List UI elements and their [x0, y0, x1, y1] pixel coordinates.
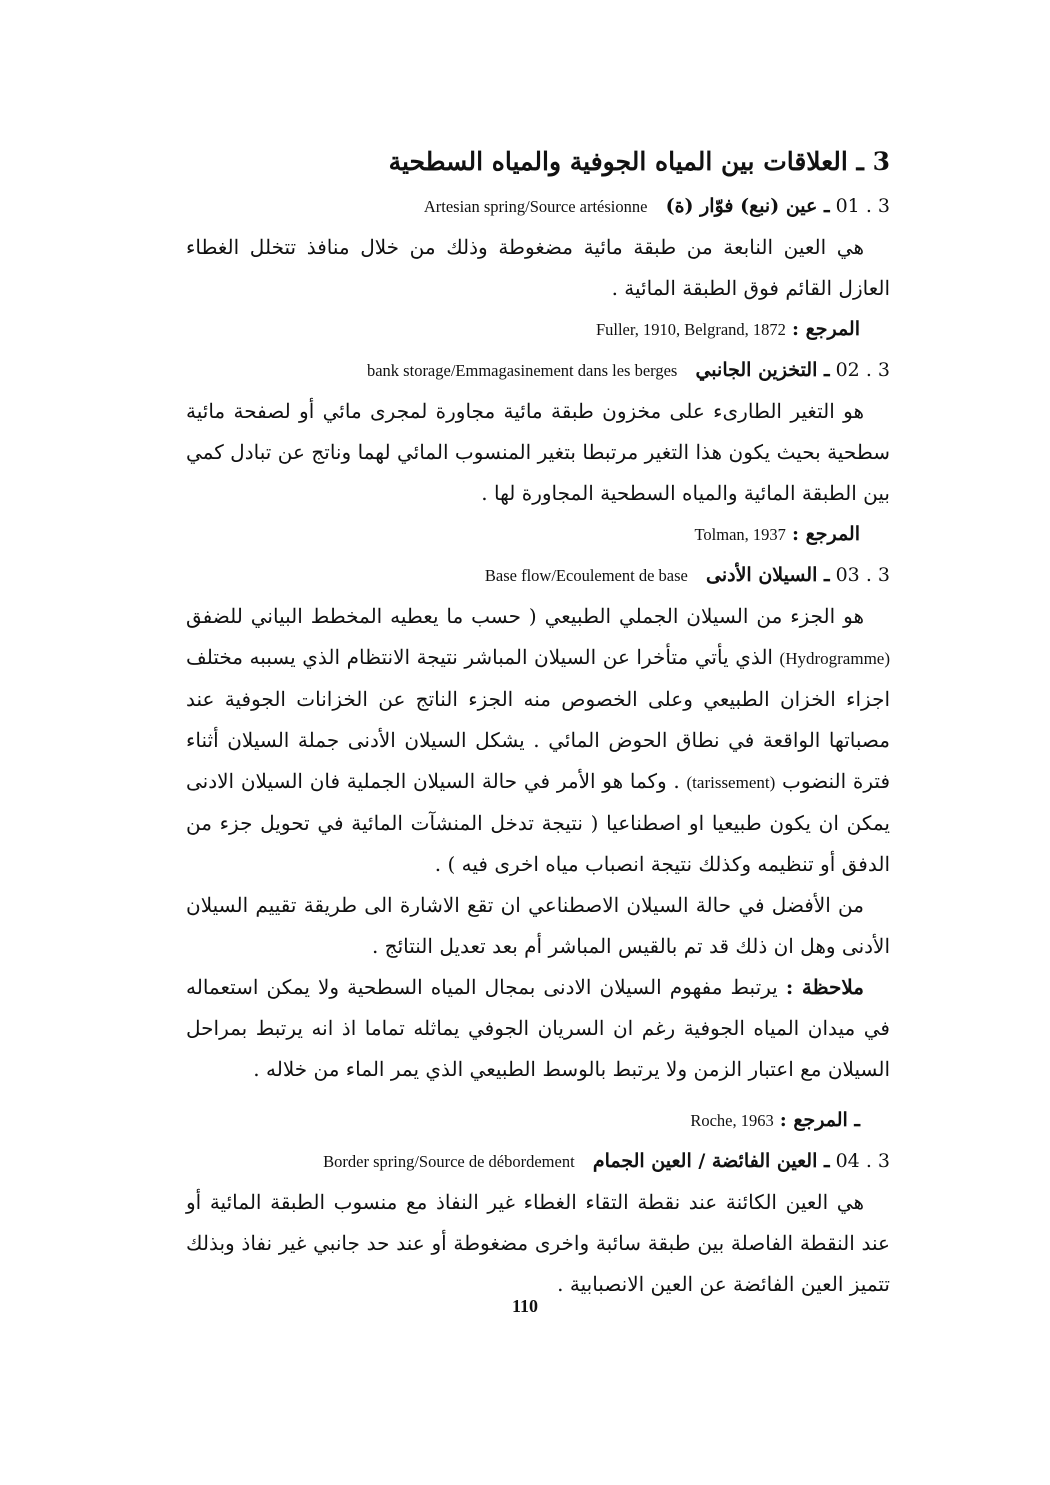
entry-3-03	[186, 555, 890, 1141]
entry-heading	[186, 186, 890, 227]
reference-label: المرجع :	[791, 318, 860, 340]
entry-heading	[186, 350, 890, 391]
entry-definition: هو التغير الطارىء على مخزون طبقة مائية مجاورة لمجرى مائي أو لصفحة مائية سطحية بحيث يكون هذا التغير مرتبطا بتغير المنسوب المائي لهما وناتج عن تبادل كمي بين الطبقة المائية والمياه السطحية المجاورة لها .	[186, 399, 890, 505]
entry-definition-continued: من الأفضل في حالة السيلان الاصطناعي ان تقع الاشارة الى طريقة تقييم السيلان الأدنى وهل ان ذلك قد تم بالقيس المباشر أم بعد تعديل النتائج .	[186, 893, 890, 958]
entry-3-04	[186, 1141, 890, 1305]
entry-translation: Border spring/Source de débordement	[323, 1152, 575, 1171]
note-label: ملاحظة :	[785, 975, 865, 999]
entry-term: ـ التخزين الجانبي	[695, 359, 830, 381]
entry-number: 3 . 04	[835, 1150, 890, 1172]
reference-value: Roche, 1963	[690, 1111, 774, 1130]
spacer	[186, 1090, 890, 1100]
entry-translation: bank storage/Emmagasinement dans les berges	[366, 361, 678, 380]
entry-term: ـ عين (نبع) فوّار (ة)	[665, 195, 830, 217]
entry-number: 3 . 02	[835, 359, 890, 381]
entry-term: ـ العين الفائضة / العين الجمام	[592, 1150, 830, 1172]
entry-definition: هي العين النابعة من طبقة مائية مضغوطة وذلك من خلال منافذ تتخلل الغطاء العازل القائم فوق الطبقة المائية .	[186, 235, 890, 300]
entry-3-02	[186, 350, 890, 555]
entry-definition: هي العين الكائنة عند نقطة التقاء الغطاء غير النفاذ مع منسوب الطبقة المائية أو عند النقطة الفاصلة بين طبقة سائبة واخرى مضغوطة أو عند حد جانبي غير نفاذ وبذلك تتميز العين الفائضة عن العين الانصبابية .	[186, 1190, 890, 1296]
page-number: 110	[511, 1296, 538, 1316]
definition-latin-term: (tarissement)	[686, 773, 776, 792]
note-text: يرتبط مفهوم السيلان الادنى بمجال المياه السطحية ولا يمكن استعماله في ميدان المياه الجوفية رغم ان السريان الجوفي يماثله تماما اذ انه يرتبط بمراحل السيلان مع اعتبار الزمن ولا يرتبط بالوسط الطبيعي الذي يمر الماء من خلاله .	[186, 975, 890, 1081]
entry-translation: Base flow/Ecoulement de base	[484, 566, 688, 585]
entry-number: 3 . 03	[835, 564, 890, 586]
definition-part-c: . وكما هو الأمر في حالة السيلان الجملية فان السيلان الادنى يمكن ان يكون طبيعيا او اصطناعيا ( نتيجة تدخل المنشآت المائية في تحويل جزء من الدفق أو تنظيمه وكذلك نتيجة انصباب مياه اخرى فيه ) .	[186, 769, 890, 876]
entry-3-01	[186, 186, 890, 350]
entry-definition	[186, 596, 890, 885]
reference-value: Tolman, 1937	[694, 525, 786, 544]
entry-number: 3 . 01	[835, 195, 890, 217]
entry-heading	[186, 555, 890, 596]
section-title: 3 ـ العلاقات بين المياه الجوفية والمياه السطحية	[388, 147, 890, 176]
entry-note	[186, 967, 890, 1090]
entry-reference	[186, 514, 890, 555]
definition-part-a: هو الجزء من السيلان الجملي الطبيعي ( حسب ما يعطيه المخطط البياني للضفق	[186, 604, 864, 628]
reference-value: Fuller, 1910, Belgrand, 1872	[595, 320, 786, 339]
entry-translation: Artesian spring/Source artésionne	[423, 197, 648, 216]
entry-reference	[186, 309, 890, 350]
reference-label: ـ المرجع :	[779, 1109, 860, 1131]
reference-label: المرجع :	[791, 523, 860, 545]
entry-reference	[186, 1100, 890, 1141]
definition-part-b: الذي يأتي متأخرا عن السيلان المباشر نتيجة الانتظام الذي يسببه مختلف اجزاء الخزان الطبيعي وعلى الخصوص منه الجزء الناتج عن الخزانات الجوفية عند مصباتها الواقعة في نطاق الحوض المائي . يشكل السيلان الأدنى جملة السيلان أثناء فترة النضوب	[186, 645, 891, 793]
entry-heading	[186, 1141, 890, 1182]
definition-latin-term: (Hydrogramme)	[779, 649, 891, 668]
entry-term: ـ السيلان الأدنى	[706, 564, 830, 586]
